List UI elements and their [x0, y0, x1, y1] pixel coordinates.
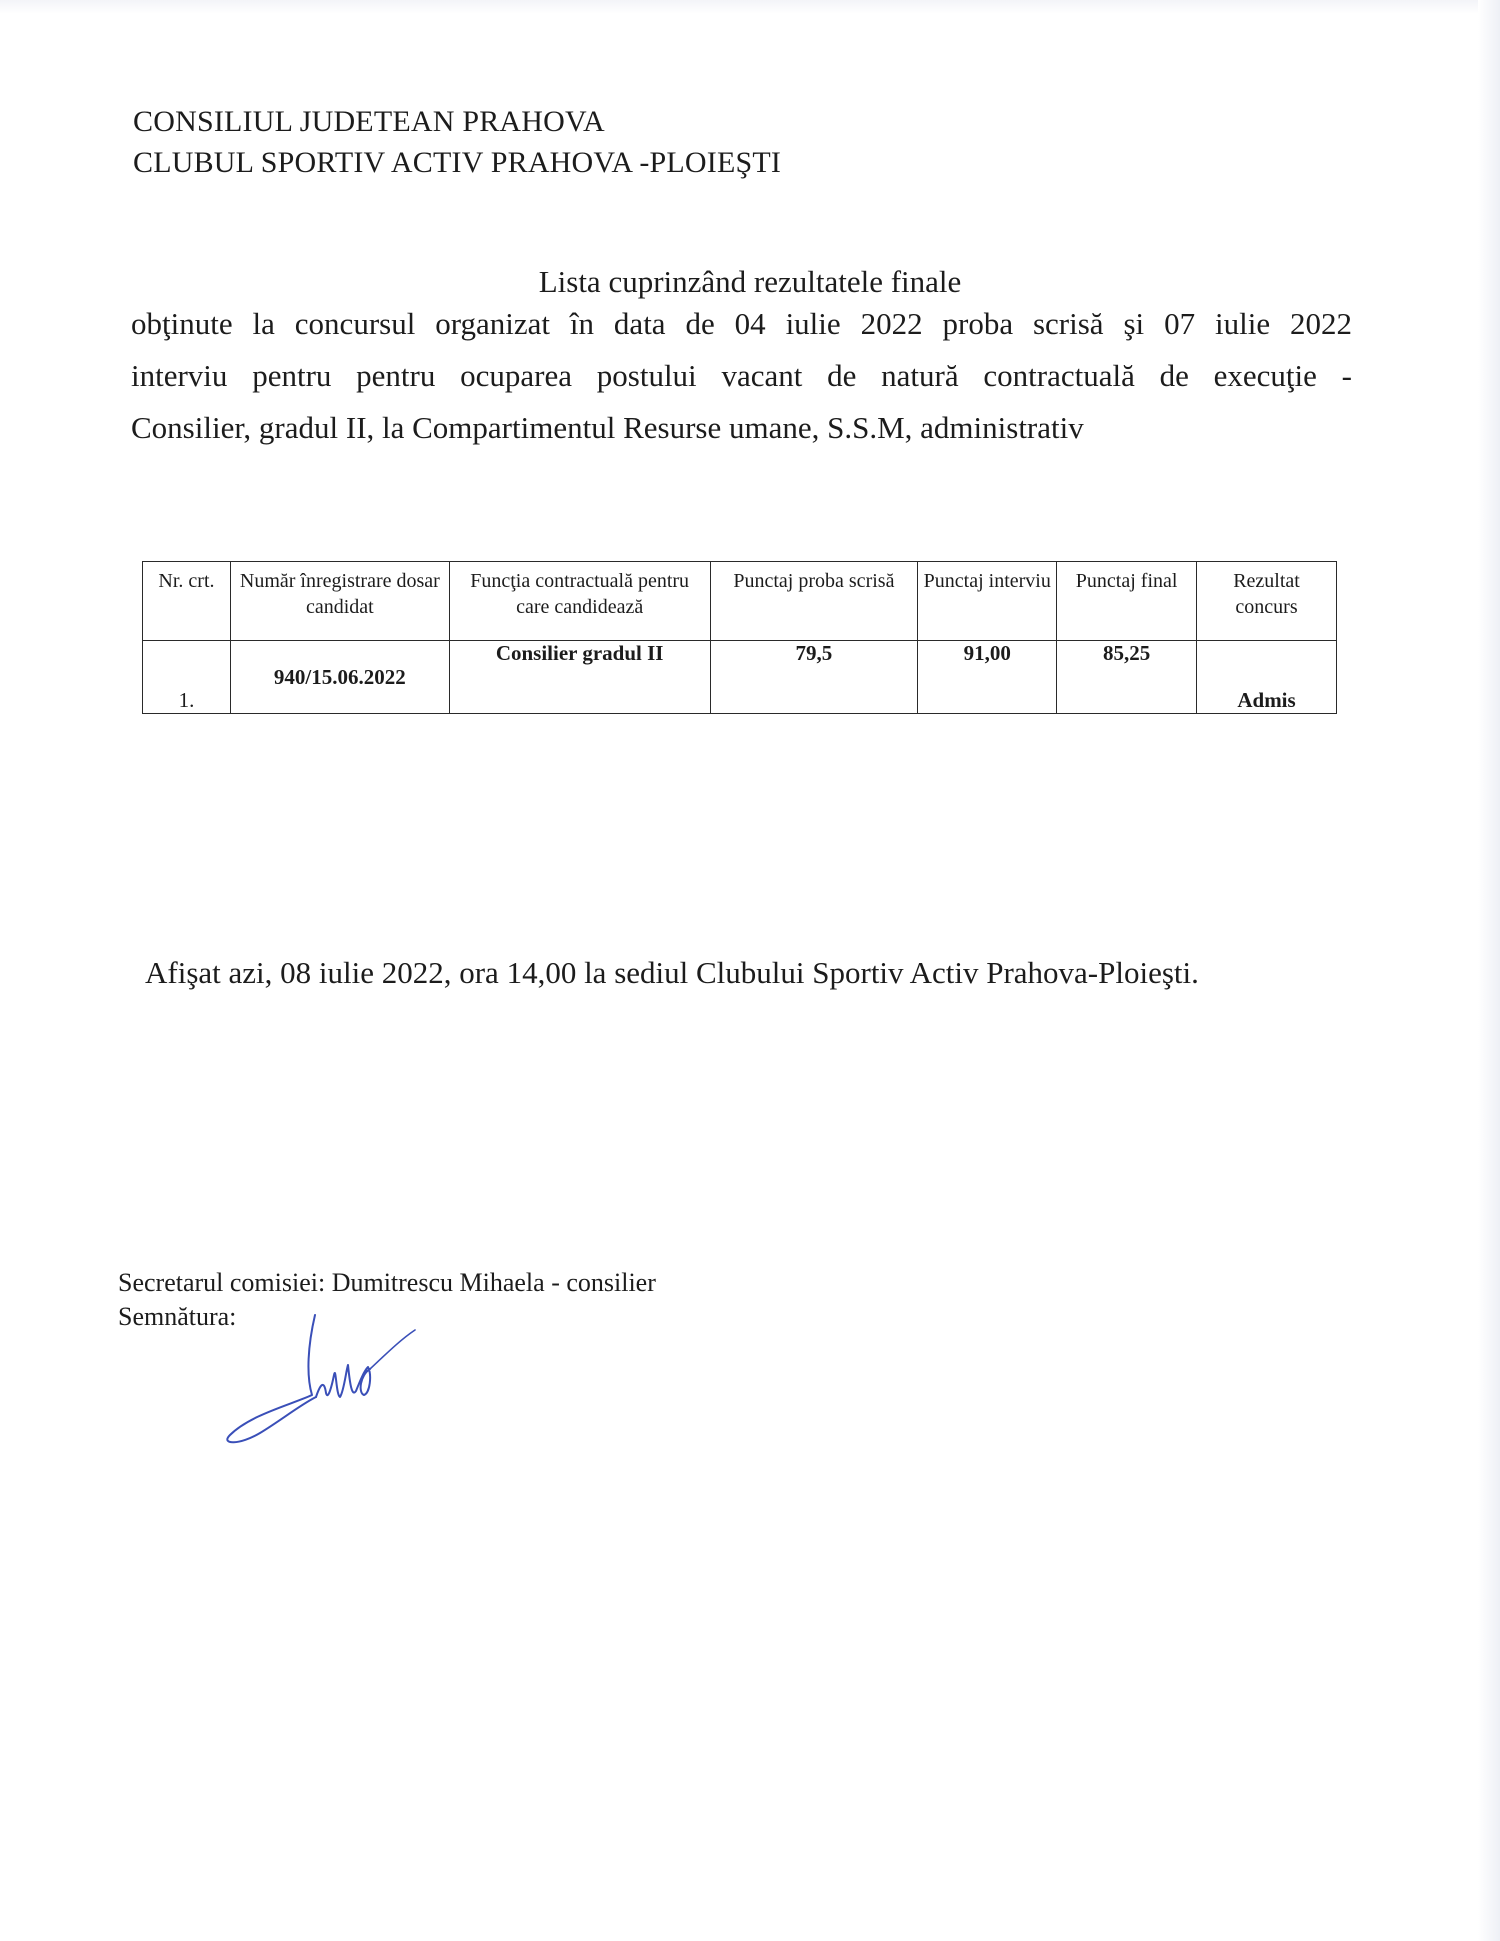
scan-edge-top — [0, 0, 1500, 14]
org-line-1: CONSILIUL JUDETEAN PRAHOVA — [133, 105, 605, 138]
header-final: Punctaj final — [1057, 562, 1197, 641]
intro-line-3: Consilier, gradul II, la Compartimentul Resurse umane, S.S.M, administrativ — [131, 410, 1084, 445]
cell-interviu: 91,00 — [918, 641, 1057, 714]
header-dosar: Număr înregistrare dosar candidat — [230, 562, 449, 641]
cell-rezultat: Admis — [1197, 641, 1337, 714]
table-row — [143, 641, 1337, 714]
cell-nr: 1. — [143, 641, 231, 714]
cell-final: 85,25 — [1057, 641, 1197, 714]
secretary-line: Secretarul comisiei: Dumitrescu Mihaela - consilier — [118, 1268, 656, 1297]
table-header-row — [143, 562, 1337, 641]
handwritten-signature — [220, 1305, 420, 1445]
intro-line-2: interviu pentru pentru ocuparea postului vacant de natură contractuală de execuţie - — [131, 358, 1352, 393]
signature-stroke-letters — [316, 1365, 370, 1397]
header-interviu: Punctaj interviu — [918, 562, 1057, 641]
header-nr: Nr. crt. — [143, 562, 231, 641]
document-title: Lista cuprinzând rezultatele finale — [538, 264, 962, 299]
cell-functie: Consilier gradul II — [449, 641, 710, 714]
header-scris: Punctaj proba scrisă — [710, 562, 918, 641]
signature-stroke-tail — [370, 1330, 415, 1369]
org-line-2: CLUBUL SPORTIV ACTIV PRAHOVA -PLOIEŞTI — [133, 146, 782, 179]
header-rezultat: Rezultat concurs — [1197, 562, 1337, 641]
intro-paragraph — [131, 298, 1352, 454]
header-functie: Funcţia contractuală pentru care candidează — [449, 562, 710, 641]
signature-stroke-main — [227, 1315, 316, 1442]
results-table — [142, 561, 1337, 714]
posted-notice: Afişat azi, 08 iulie 2022, ora 14,00 la sediul Clubului Sportiv Activ Prahova-Ploieşti. — [145, 955, 1199, 990]
cell-scris: 79,5 — [710, 641, 918, 714]
cell-dosar: 940/15.06.2022 — [230, 641, 449, 714]
signature-label: Semnătura: — [118, 1302, 237, 1331]
intro-line-1: obţinute la concursul organizat în data de 04 iulie 2022 proba scrisă şi 07 iulie 2022 — [131, 306, 1352, 341]
